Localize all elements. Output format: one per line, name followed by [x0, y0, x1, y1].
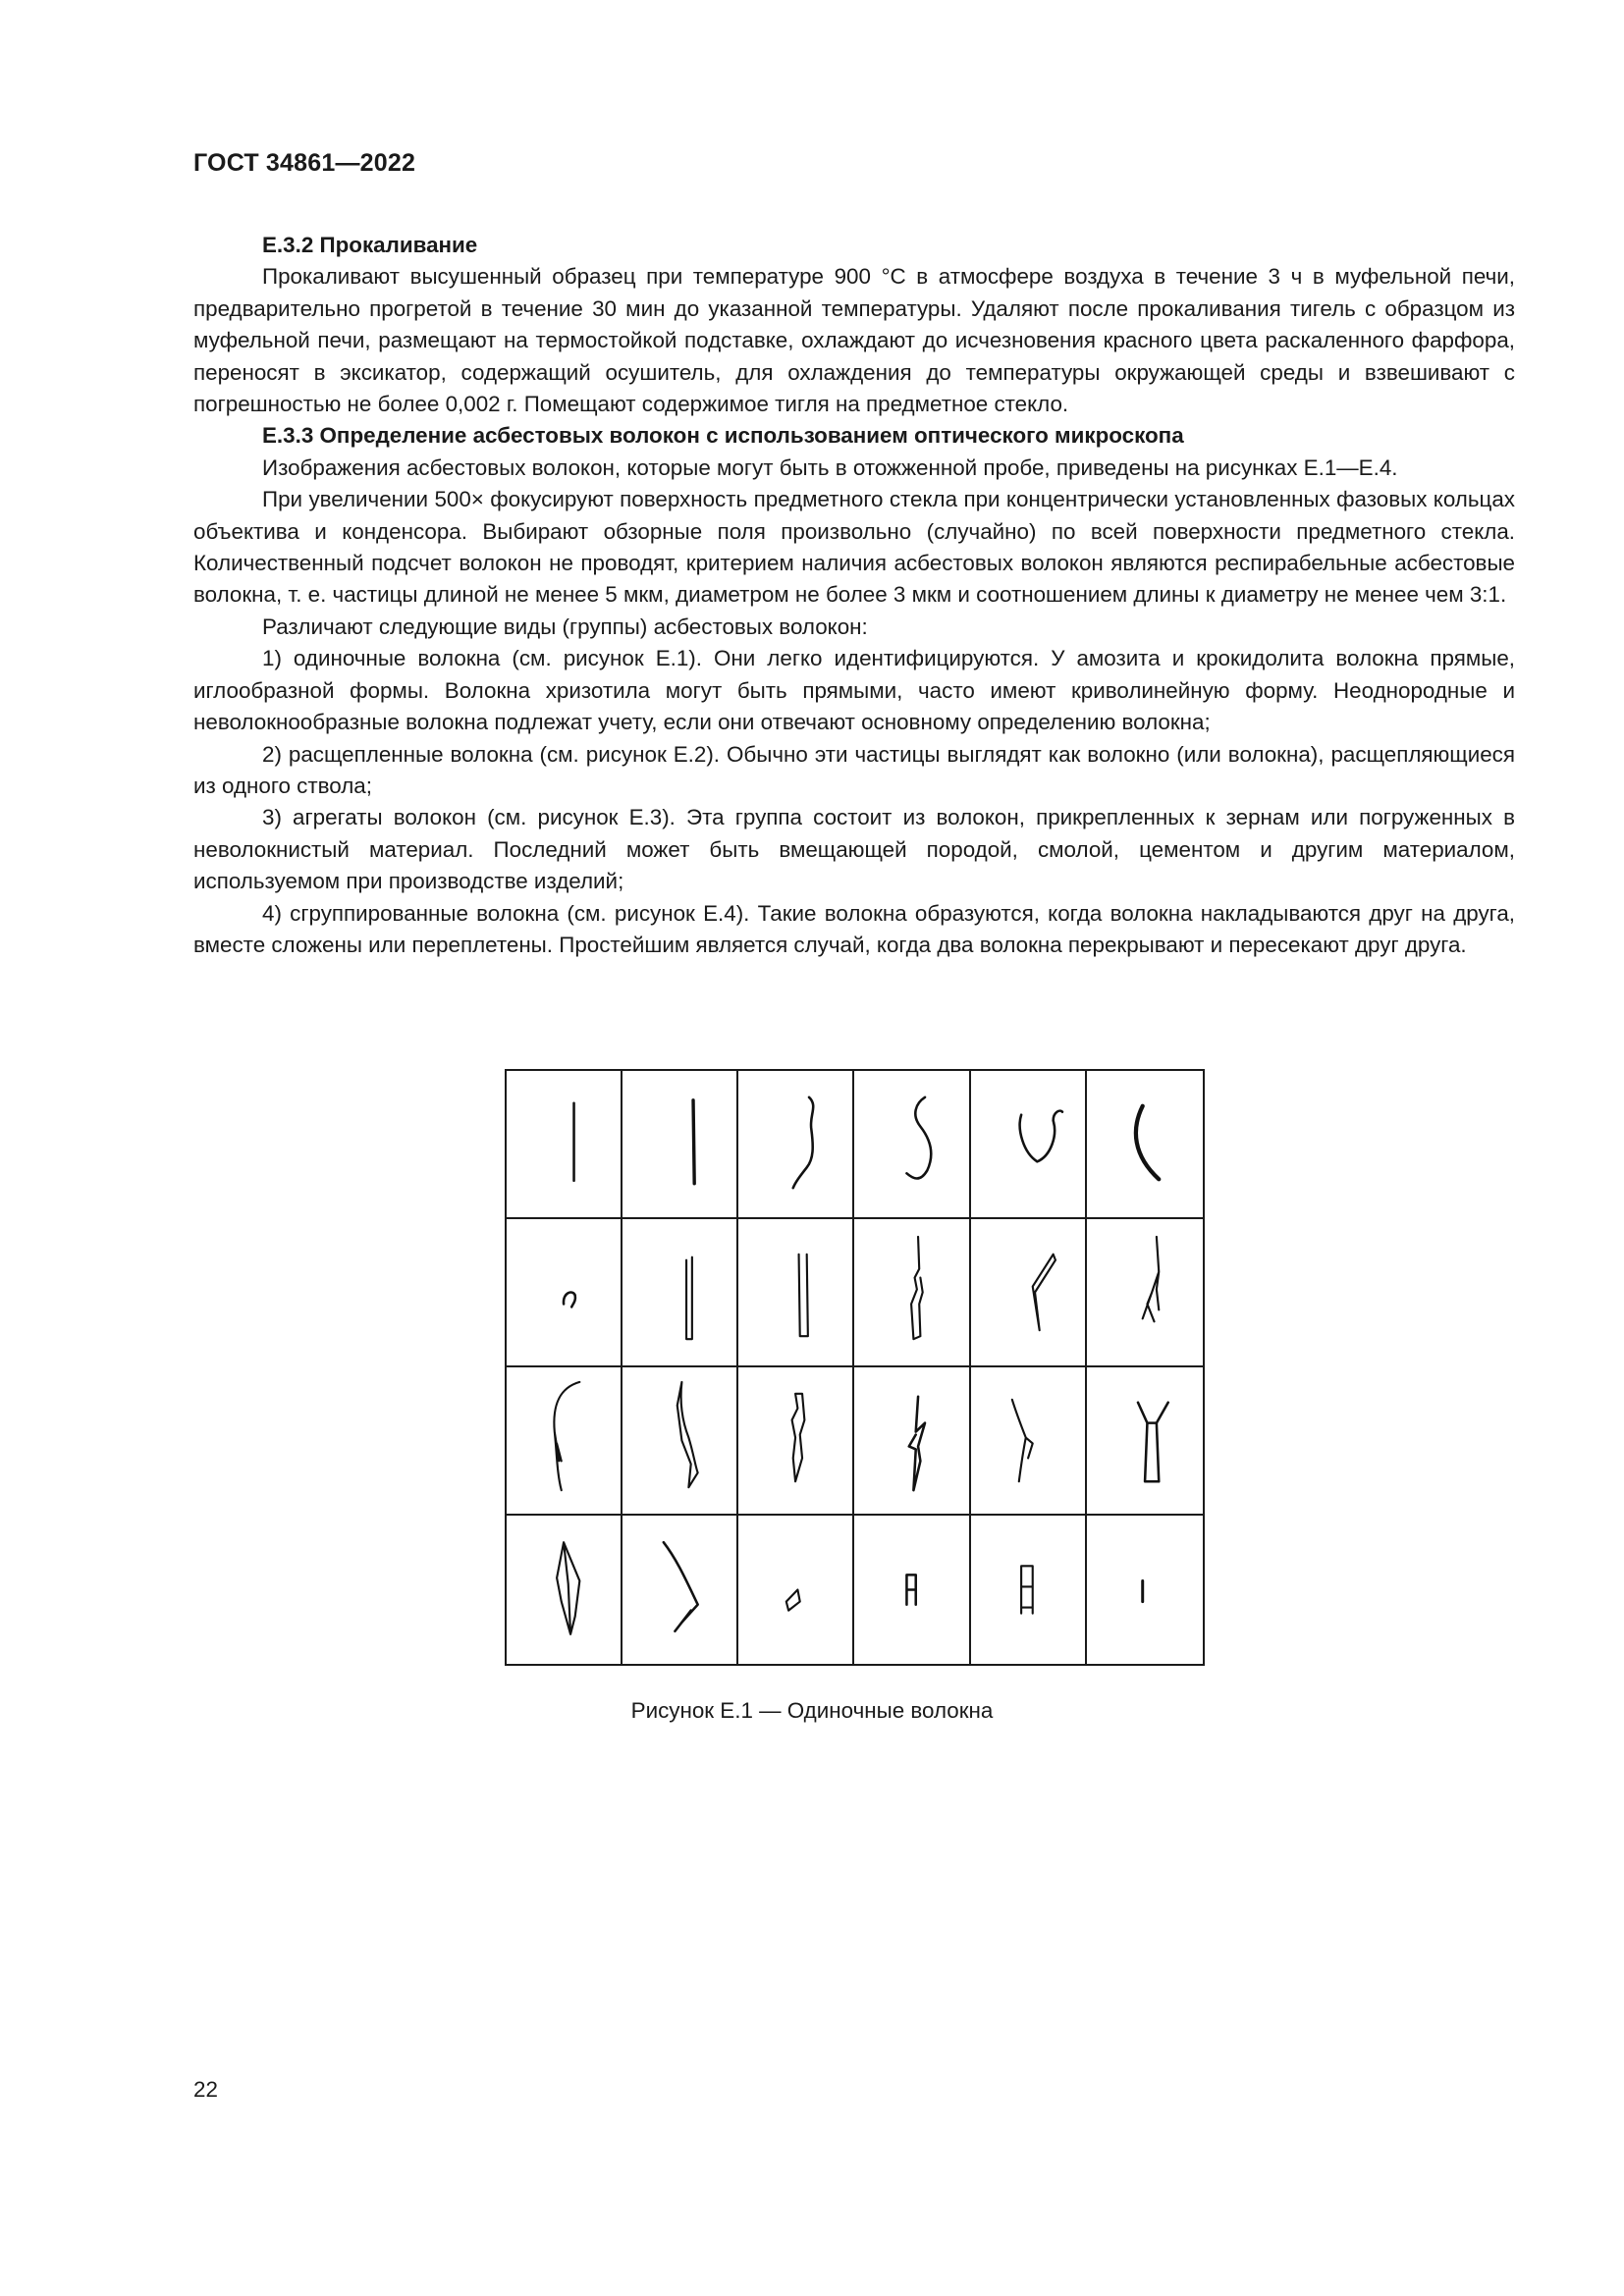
body-paragraph: При увеличении 500× фокусируют поверхность предметного стекла при концентрически установленных фазовых кольцах объектива и конденсора. Выбирают обзорные поля произвольно (случайно) по всей поверхности предметного стекла. Количественный подсчет волокон не проводят, критерием наличия асбестовых волокон являются респирабельные асбестовые волокна, т. е. частицы длиной не менее 5 мкм, диаметром не более 3 мкм и соотношением длины к диаметру не менее чем 3:1.	[193, 487, 1515, 608]
fiber-ladder-icon	[971, 1516, 1085, 1664]
document-header: ГОСТ 34861—2022	[193, 149, 416, 177]
body-paragraph: Прокаливают высушенный образец при температуре 900 °С в атмосфере воздуха в течение 3 ч в муфельной печи, предварительно прогретой в течение 30 мин до указанной температуры. Удаляют после прокаливания тигель с образцом из муфельной печи, размещают на термостойкой подставке, охлаждают до исчезновения красного цвета раскаленного фарфора, переносят в эксикатор, содержащий осушитель, для охлаждения до температуры окружающей среды и взвешивают с погрешностью не более 0,002 г. Помещают содержимое тигля на предметное стекло.	[193, 264, 1515, 417]
figure-cell	[1087, 1071, 1203, 1219]
figure-cell	[507, 1071, 623, 1219]
fiber-short-dash-icon	[1087, 1516, 1203, 1664]
fiber-kinked-icon	[971, 1367, 1085, 1514]
fiber-straight-icon	[623, 1071, 736, 1217]
body-paragraph: 3) агрегаты волокон (см. рисунок Е.3). Эта группа состоит из волокон, прикрепленных к зернам или погруженных в неволокнистый материал. Последний может быть вмещающей породой, смолой, цементом и другим материалом, используемом при производстве изделий;	[193, 805, 1515, 894]
figure-cell	[1087, 1516, 1203, 1664]
fiber-barbed-icon	[854, 1367, 968, 1514]
figure-cell	[738, 1516, 854, 1664]
fiber-zigzag-strip-icon	[738, 1367, 852, 1514]
fiber-figure-grid	[505, 1069, 1205, 1666]
body-paragraph: 4) сгруппированные волокна (см. рисунок Е.4). Такие волокна образуются, когда волокна накладываются друг на друга, вместе сложены или переплетены. Простейшим является случай, когда два волокна перекрывают и пересекают друг друга.	[193, 900, 1515, 957]
figure-cell	[623, 1516, 738, 1664]
figure-caption: Рисунок Е.1 — Одиночные волокна	[630, 1698, 994, 1723]
fiber-hook-small-icon	[507, 1219, 621, 1365]
figure-cell	[854, 1367, 970, 1516]
fiber-curved-split-icon	[507, 1367, 621, 1514]
fiber-narrow-tube-icon	[623, 1219, 736, 1365]
fiber-bent-needle-icon	[971, 1219, 1085, 1365]
body-paragraph: 2) расщепленные волокна (см. рисунок Е.2). Обычно эти частицы выглядят как волокно (или волокна), расщепляющиеся из одного ствола;	[193, 741, 1515, 798]
figure-cell	[854, 1071, 970, 1219]
fiber-small-fragment-icon	[738, 1516, 852, 1664]
figure-cell	[971, 1071, 1087, 1219]
figure-cell	[1087, 1367, 1203, 1516]
figure-cell	[507, 1516, 623, 1664]
body-paragraph: Изображения асбестовых волокон, которые могут быть в отожженной пробе, приведены на рисунках Е.1—Е.4.	[262, 454, 1398, 480]
figure-cell	[507, 1219, 623, 1367]
figure-cell	[507, 1367, 623, 1516]
figure-cell	[623, 1071, 738, 1219]
figure-cell	[738, 1219, 854, 1367]
figure-cell	[854, 1219, 970, 1367]
figure-cell	[738, 1071, 854, 1219]
fiber-jagged-needle-icon	[854, 1219, 968, 1365]
fiber-short-ladder-icon	[854, 1516, 968, 1664]
body-paragraph: 1) одиночные волокна (см. рисунок Е.1). Они легко идентифицируются. У амозита и крокидолита волокна прямые, иглообразной формы. Волокна хризотила могут быть прямыми, часто имеют криволинейную форму. Неоднородные и неволокнообразные волокна подлежат учету, если они отвечают основному определению волокна;	[193, 646, 1515, 735]
figure-cell	[623, 1219, 738, 1367]
fiber-u-shape-icon	[971, 1071, 1085, 1217]
figure-cell	[971, 1367, 1087, 1516]
figure-cell	[623, 1367, 738, 1516]
figure-cell	[738, 1367, 854, 1516]
figure-cell	[854, 1516, 970, 1664]
figure-cell	[1087, 1219, 1203, 1367]
fiber-y-shape-icon	[1087, 1367, 1203, 1514]
fiber-straight-thin-icon	[507, 1071, 621, 1217]
fiber-chevron-icon	[623, 1516, 736, 1664]
fiber-double-line-icon	[738, 1219, 852, 1365]
fiber-twisted-strip-icon	[623, 1367, 736, 1514]
fiber-diamond-icon	[507, 1516, 621, 1664]
document-body	[193, 230, 1515, 961]
fiber-forked-icon	[1087, 1219, 1203, 1365]
figure-cell	[971, 1219, 1087, 1367]
figure-cell	[971, 1516, 1087, 1664]
page-number: 22	[193, 2077, 218, 2102]
section-heading: Е.3.2 Прокаливание	[262, 233, 478, 257]
fiber-arc-icon	[1087, 1071, 1203, 1217]
fiber-s-curve-icon	[738, 1071, 852, 1217]
body-paragraph: Различают следующие виды (группы) асбестовых волокон:	[262, 614, 868, 639]
section-heading: Е.3.3 Определение асбестовых волокон с использованием оптического микроскопа	[262, 423, 1184, 449]
fiber-wavy-icon	[854, 1071, 968, 1217]
